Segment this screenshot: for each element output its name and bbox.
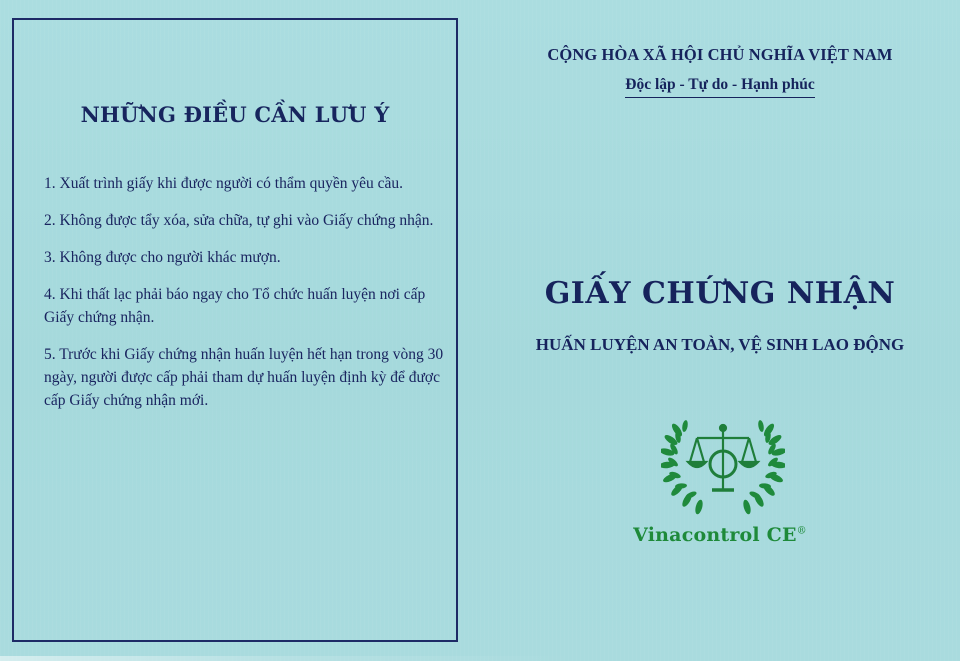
brand-name xyxy=(480,524,960,546)
note-item: 3. Không được cho người khác mượn. xyxy=(44,249,281,266)
note-item: 5. Trước khi Giấy chứng nhận huấn luyện hết hạn trong vòng 30 ngày, người được cấp phải tham dự huấn luyện định kỳ để được cấp Giấy chứng nhận mới. xyxy=(44,346,444,409)
motto-wrapper xyxy=(480,74,960,98)
note-item: 1. Xuất trình giấy khi được người có thẩm quyền yêu cầu. xyxy=(44,175,404,192)
note-item: 2. Không được tẩy xóa, sửa chữa, tự ghi vào Giấy chứng nhận. xyxy=(44,212,434,229)
scales-icon xyxy=(688,425,758,490)
notes-list xyxy=(44,172,449,426)
motto: Độc lập - Tự do - Hạnh phúc xyxy=(625,76,814,98)
certificate-title: GIẤY CHỨNG NHẬN xyxy=(544,276,896,311)
brand-text: Vinacontrol CE xyxy=(633,524,797,546)
bottom-edge xyxy=(0,656,960,661)
note-item: 4. Khi thất lạc phải báo ngay cho Tổ chức huấn luyện nơi cấp Giấy chứng nhận. xyxy=(44,286,426,326)
republic-heading: CỘNG HÒA XÃ HỘI CHỦ NGHĨA VIỆT NAM xyxy=(547,45,893,64)
certificate-subtitle: HUẤN LUYỆN AN TOÀN, VỆ SINH LAO ĐỘNG xyxy=(535,335,905,354)
notes-panel xyxy=(12,18,458,642)
notes-title: NHỮNG ĐIỀU CẦN LƯU Ý xyxy=(80,102,390,127)
laurel-scales-logo-icon xyxy=(661,404,785,524)
registered-mark: ® xyxy=(796,525,807,537)
cover-panel xyxy=(480,0,960,661)
